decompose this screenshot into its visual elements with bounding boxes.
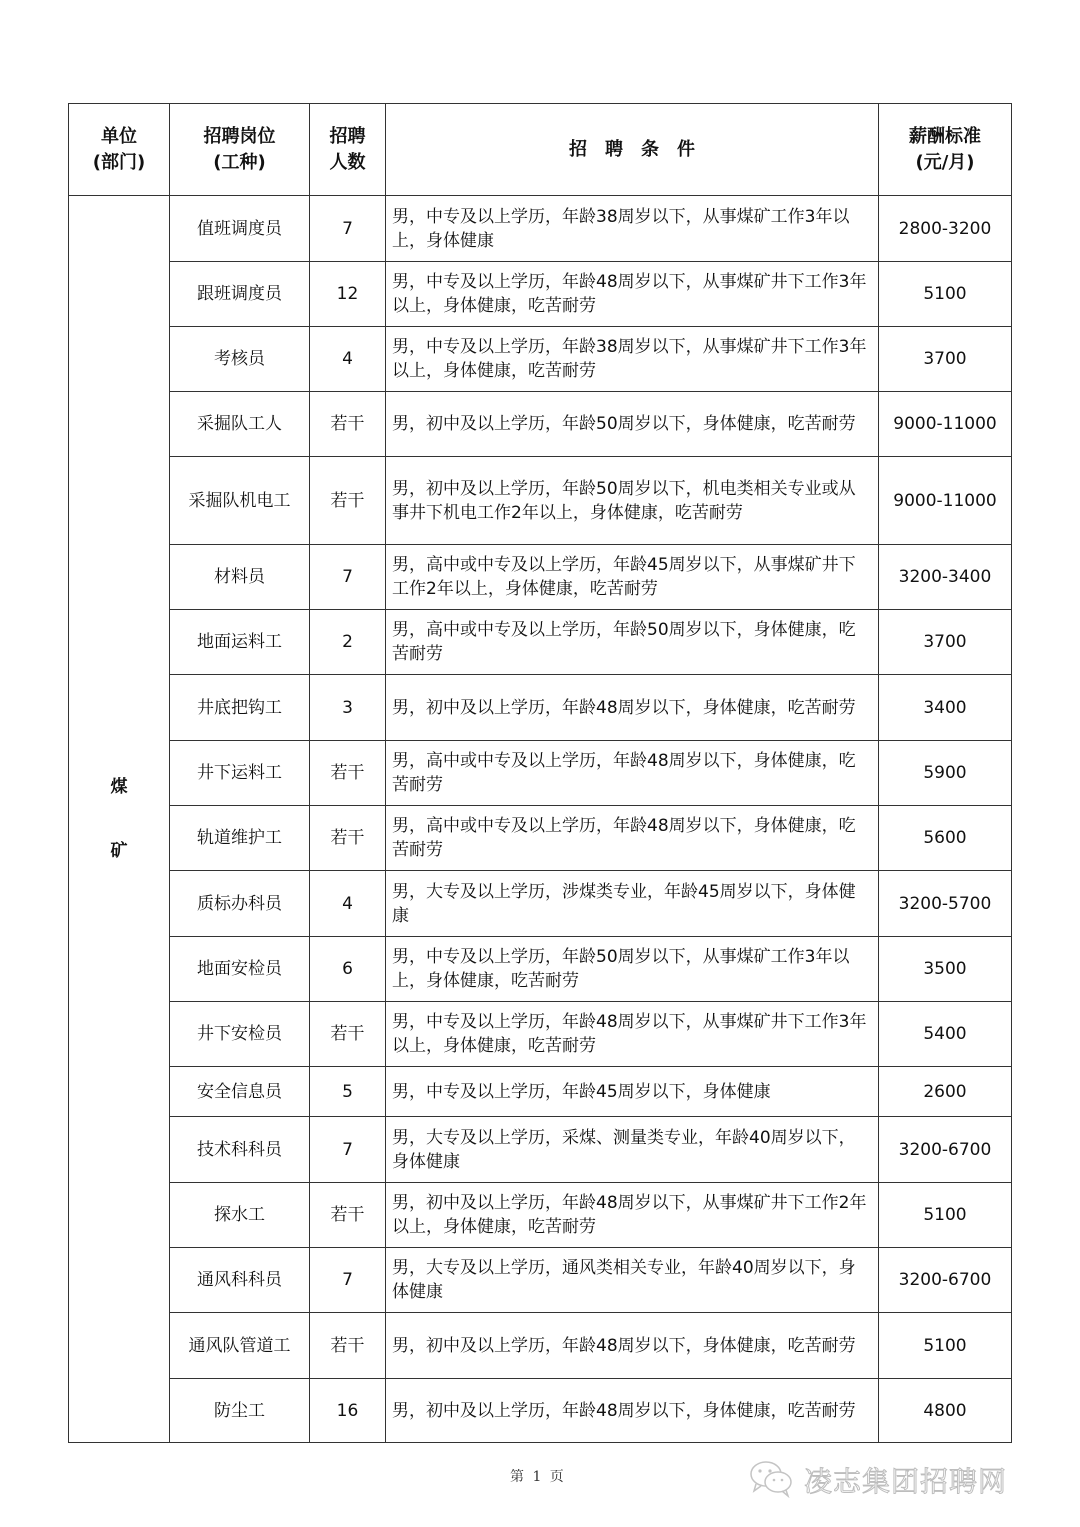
position-cell: 地面运料工	[170, 610, 310, 675]
conditions-cell: 男，大专及以上学历，通风类相关专业，年龄40周岁以下，身体健康	[386, 1248, 879, 1313]
count-cell: 若干	[310, 457, 386, 545]
conditions-cell: 男，高中或中专及以上学历，年龄48周岁以下，身体健康，吃苦耐劳	[386, 741, 879, 806]
table-row	[69, 1183, 1012, 1248]
salary-cell: 3200-6700	[879, 1248, 1012, 1313]
position-cell: 安全信息员	[170, 1067, 310, 1117]
salary-cell: 5600	[879, 806, 1012, 871]
position-cell: 材料员	[170, 545, 310, 610]
count-cell: 若干	[310, 1313, 386, 1379]
conditions-cell: 男，初中及以上学历，年龄48周岁以下，身体健康，吃苦耐劳	[386, 675, 879, 741]
position-cell: 通风队管道工	[170, 1313, 310, 1379]
table-row	[69, 871, 1012, 937]
header-position-line2: (工种)	[213, 151, 266, 173]
header-position-line1: 招聘岗位	[203, 125, 276, 147]
count-cell: 5	[310, 1067, 386, 1117]
salary-cell: 3700	[879, 610, 1012, 675]
conditions-cell: 男，中专及以上学历，年龄38周岁以下，从事煤矿井下工作3年以上，身体健康，吃苦耐劳	[386, 327, 879, 392]
count-cell: 4	[310, 871, 386, 937]
header-salary-line2: (元/月)	[915, 151, 975, 173]
table-row	[69, 1002, 1012, 1067]
count-cell: 7	[310, 545, 386, 610]
conditions-cell: 男，高中或中专及以上学历，年龄45周岁以下，从事煤矿井下工作2年以上，身体健康，吃苦耐劳	[386, 545, 879, 610]
table-row	[69, 610, 1012, 675]
salary-cell: 2600	[879, 1067, 1012, 1117]
unit-label-char: 煤	[110, 777, 128, 797]
header-salary	[879, 104, 1012, 196]
table-row	[69, 1248, 1012, 1313]
count-cell: 4	[310, 327, 386, 392]
table-row	[69, 262, 1012, 327]
salary-cell: 3200-6700	[879, 1117, 1012, 1183]
header-count-line1: 招聘	[329, 125, 366, 147]
salary-cell: 5900	[879, 741, 1012, 806]
position-cell: 值班调度员	[170, 196, 310, 262]
wechat-icon	[748, 1458, 796, 1502]
conditions-cell: 男，初中及以上学历，年龄48周岁以下，身体健康，吃苦耐劳	[386, 1313, 879, 1379]
position-cell: 采掘队工人	[170, 392, 310, 457]
conditions-cell: 男，初中及以上学历，年龄50周岁以下，机电类相关专业或从事井下机电工作2年以上，身体健康，吃苦耐劳	[386, 457, 879, 545]
table-body	[69, 196, 1012, 1443]
table-row	[69, 741, 1012, 806]
position-cell: 井底把钩工	[170, 675, 310, 741]
count-cell: 若干	[310, 1002, 386, 1067]
conditions-cell: 男，高中或中专及以上学历，年龄48周岁以下，身体健康，吃苦耐劳	[386, 806, 879, 871]
table-row	[69, 457, 1012, 545]
conditions-cell: 男，初中及以上学历，年龄48周岁以下，身体健康，吃苦耐劳	[386, 1379, 879, 1443]
position-cell: 技术科科员	[170, 1117, 310, 1183]
table-row	[69, 1313, 1012, 1379]
salary-cell: 5100	[879, 262, 1012, 327]
position-cell: 质标办科员	[170, 871, 310, 937]
count-cell: 7	[310, 1117, 386, 1183]
position-cell: 通风科科员	[170, 1248, 310, 1313]
header-count	[310, 104, 386, 196]
salary-cell: 5400	[879, 1002, 1012, 1067]
salary-cell: 3200-5700	[879, 871, 1012, 937]
count-cell: 若干	[310, 1183, 386, 1248]
table-row	[69, 545, 1012, 610]
salary-cell: 3400	[879, 675, 1012, 741]
conditions-cell: 男，大专及以上学历，涉煤类专业，年龄45周岁以下，身体健康	[386, 871, 879, 937]
unit-label-char: 矿	[110, 841, 128, 861]
conditions-cell: 男，初中及以上学历，年龄50周岁以下，身体健康，吃苦耐劳	[386, 392, 879, 457]
table-row	[69, 1379, 1012, 1443]
watermark-text: 凌志集团招聘网	[804, 1465, 1008, 1498]
table-row	[69, 392, 1012, 457]
header-conditions	[386, 104, 879, 196]
table-row	[69, 327, 1012, 392]
position-cell: 轨道维护工	[170, 806, 310, 871]
position-cell: 井下安检员	[170, 1002, 310, 1067]
position-cell: 探水工	[170, 1183, 310, 1248]
watermark	[748, 1458, 1007, 1502]
count-cell: 7	[310, 1248, 386, 1313]
position-cell: 地面安检员	[170, 937, 310, 1002]
table-row	[69, 937, 1012, 1002]
count-cell: 若干	[310, 741, 386, 806]
conditions-cell: 男，中专及以上学历，年龄48周岁以下，从事煤矿井下工作3年以上，身体健康，吃苦耐劳	[386, 1002, 879, 1067]
conditions-cell: 男，中专及以上学历，年龄45周岁以下，身体健康	[386, 1067, 879, 1117]
conditions-cell: 男，中专及以上学历，年龄38周岁以下，从事煤矿工作3年以上，身体健康	[386, 196, 879, 262]
header-count-line2: 人数	[329, 151, 366, 173]
salary-cell: 5100	[879, 1183, 1012, 1248]
unit-cell	[69, 196, 170, 1443]
conditions-cell: 男，初中及以上学历，年龄48周岁以下，从事煤矿井下工作2年以上，身体健康，吃苦耐劳	[386, 1183, 879, 1248]
count-cell: 7	[310, 196, 386, 262]
conditions-cell: 男，高中或中专及以上学历，年龄50周岁以下，身体健康，吃苦耐劳	[386, 610, 879, 675]
header-position	[170, 104, 310, 196]
table-header-row	[69, 104, 1012, 196]
position-cell: 防尘工	[170, 1379, 310, 1443]
count-cell: 12	[310, 262, 386, 327]
recruitment-table	[68, 103, 1012, 1443]
table-row	[69, 1067, 1012, 1117]
salary-cell: 3200-3400	[879, 545, 1012, 610]
conditions-cell: 男，大专及以上学历，采煤、测量类专业，年龄40周岁以下，身体健康	[386, 1117, 879, 1183]
conditions-cell: 男，中专及以上学历，年龄48周岁以下，从事煤矿井下工作3年以上，身体健康，吃苦耐劳	[386, 262, 879, 327]
position-cell: 跟班调度员	[170, 262, 310, 327]
header-unit-line1: 单位	[101, 125, 137, 147]
count-cell: 2	[310, 610, 386, 675]
salary-cell: 3700	[879, 327, 1012, 392]
count-cell: 6	[310, 937, 386, 1002]
header-unit	[69, 104, 170, 196]
header-conditions-label: 招聘条件	[569, 138, 713, 160]
salary-cell: 9000-11000	[879, 457, 1012, 545]
salary-cell: 3500	[879, 937, 1012, 1002]
header-unit-line2: (部门)	[92, 151, 146, 173]
table-row	[69, 806, 1012, 871]
position-cell: 井下运料工	[170, 741, 310, 806]
conditions-cell: 男，中专及以上学历，年龄50周岁以下，从事煤矿工作3年以上，身体健康，吃苦耐劳	[386, 937, 879, 1002]
table-row	[69, 196, 1012, 262]
count-cell: 3	[310, 675, 386, 741]
spacer	[69, 799, 169, 839]
header-salary-line1: 薪酬标准	[909, 125, 981, 147]
salary-cell: 4800	[879, 1379, 1012, 1443]
salary-cell: 5100	[879, 1313, 1012, 1379]
page-number: 第 1 页	[510, 1469, 566, 1485]
position-cell: 采掘队机电工	[170, 457, 310, 545]
table-row	[69, 675, 1012, 741]
position-cell: 考核员	[170, 327, 310, 392]
table-row	[69, 1117, 1012, 1183]
count-cell: 若干	[310, 806, 386, 871]
salary-cell: 9000-11000	[879, 392, 1012, 457]
count-cell: 若干	[310, 392, 386, 457]
salary-cell: 2800-3200	[879, 196, 1012, 262]
count-cell: 16	[310, 1379, 386, 1443]
